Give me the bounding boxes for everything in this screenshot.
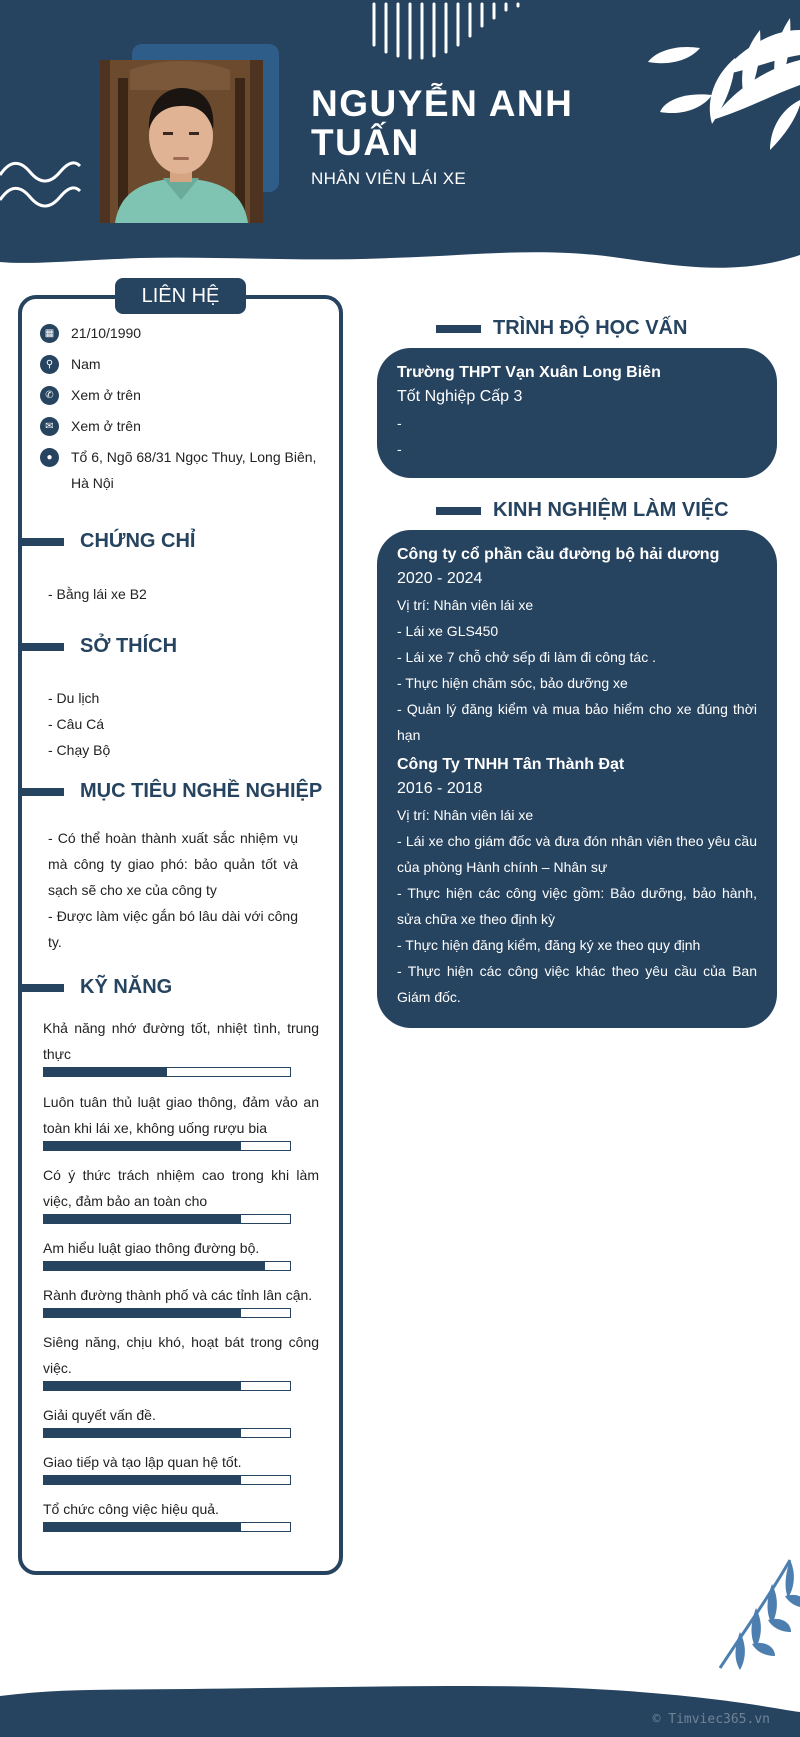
job-line: - Lái xe cho giám đốc và đưa đón nhân viên theo yêu cầu của phòng Hành chính – Nhân sự: [397, 833, 757, 875]
skill-item: [43, 1449, 319, 1485]
skill-level-bar: [43, 1141, 291, 1151]
skill-item: [43, 1329, 319, 1391]
skill-label: Giao tiếp và tạo lập quan hệ tốt.: [43, 1454, 242, 1470]
job-line: - Quản lý đăng kiểm và mua bảo hiểm cho xe đúng thời hạn: [397, 701, 757, 743]
skill-item: [43, 1162, 319, 1224]
contact-gender: [40, 355, 101, 377]
hobbies-heading-label: SỞ THÍCH: [80, 635, 178, 657]
objective-line: - Được làm việc gắn bó lâu dài với công ty.: [48, 908, 298, 950]
school-name: Trường THPT Vạn Xuân Long Biên: [397, 364, 661, 381]
skill-level-fill: [44, 1476, 241, 1484]
hobbies-heading: [18, 635, 177, 658]
skill-level-bar: [43, 1475, 291, 1485]
skill-item: [43, 1015, 319, 1077]
contact-email-text[interactable]: Xem ở trên: [71, 418, 141, 434]
objective-text: [48, 825, 298, 955]
avatar: [100, 60, 263, 223]
heading-bar: [18, 643, 64, 651]
job-line: - Thực hiện đăng kiểm, đăng ký xe theo quy định: [397, 937, 701, 953]
contact-phone-text[interactable]: Xem ở trên: [71, 387, 141, 403]
skill-label: Có ý thức trách nhiệm cao trong khi làm việc, đảm bảo an toàn cho: [43, 1167, 319, 1209]
leaf-decoration-bottom: [720, 1560, 800, 1670]
hobby-item: - Câu Cá: [48, 716, 105, 732]
job-line: - Lái xe 7 chỗ chở sếp đi làm đi công tác .: [397, 649, 656, 665]
experience-heading: [436, 499, 729, 522]
job-period: 2016 - 2018: [397, 780, 483, 797]
skill-label: Rành đường thành phố và các tỉnh lân cận.: [43, 1287, 313, 1303]
contact-email: [40, 417, 141, 439]
education-card: [377, 348, 777, 478]
skill-level-bar: [43, 1214, 291, 1224]
degree: Tốt Nghiệp Cấp 3: [397, 388, 523, 405]
objective-heading: [18, 780, 322, 803]
footer-brand[interactable]: © Timviec365.vn: [652, 1712, 770, 1727]
skill-level-fill: [44, 1215, 241, 1223]
contact-phone: [40, 386, 141, 408]
skill-level-fill: [44, 1142, 241, 1150]
hobby-item: - Du lịch: [48, 690, 100, 706]
hobby-item: - Chạy Bộ: [48, 742, 111, 758]
company-name: Công Ty TNHH Tân Thành Đạt: [397, 756, 625, 773]
job-entry: [397, 754, 757, 1010]
job-title: NHÂN VIÊN LÁI XE: [311, 169, 467, 188]
contact-gender-text: Nam: [71, 356, 101, 372]
gender-icon: ⚲: [40, 355, 59, 374]
job-line: - Thực hiện chăm sóc, bảo dưỡng xe: [397, 675, 628, 691]
skill-level-fill: [44, 1262, 265, 1270]
job-entry: [397, 544, 757, 748]
skills-heading-label: KỸ NĂNG: [80, 976, 173, 998]
heading-bar: [18, 538, 64, 546]
skill-item: [43, 1496, 319, 1532]
skill-label: Am hiểu luật giao thông đường bộ.: [43, 1240, 260, 1256]
skill-level-fill: [44, 1068, 167, 1076]
job-line: - Lái xe GLS450: [397, 623, 499, 639]
skill-label: Siêng năng, chịu khó, hoạt bát trong công việc.: [43, 1334, 319, 1376]
heading-bar: [436, 325, 481, 333]
skill-item: [43, 1235, 319, 1271]
skill-label: Luôn tuân thủ luật giao thông, đảm vảo an toàn khi lái xe, không uống rượu bia: [43, 1094, 319, 1136]
email-icon: ✉: [40, 417, 59, 436]
skill-level-fill: [44, 1382, 241, 1390]
company-name: Công ty cổ phần cầu đường bộ hải dương: [397, 546, 720, 563]
contact-address: [40, 448, 325, 496]
experience-card: [377, 530, 777, 1028]
skill-item: [43, 1282, 319, 1318]
certificate-item: - Bằng lái xe B2: [48, 586, 147, 602]
skill-level-bar: [43, 1261, 291, 1271]
heading-bar: [436, 507, 481, 515]
skill-level-fill: [44, 1429, 241, 1437]
education-line: -: [397, 441, 402, 457]
skill-label: Tổ chức công việc hiệu quả.: [43, 1501, 219, 1517]
objective-heading-label: MỤC TIÊU NGHỀ NGHIỆP: [80, 780, 323, 802]
education-line: -: [397, 415, 402, 431]
skill-level-bar: [43, 1428, 291, 1438]
skill-level-bar: [43, 1522, 291, 1532]
certificates-heading: [18, 530, 195, 553]
job-period: 2020 - 2024: [397, 570, 483, 587]
skill-label: Khả năng nhớ đường tốt, nhiệt tình, trung thực: [43, 1020, 319, 1062]
job-line: - Thực hiện các công việc khác theo yêu cầu của Ban Giám đốc.: [397, 963, 757, 1005]
job-line: - Thực hiện các công việc gồm: Bảo dưỡng, bảo hành, sửa chữa xe theo định kỳ: [397, 885, 757, 927]
contact-birthday: [40, 324, 141, 346]
contact-birthday-text: 21/10/1990: [71, 325, 142, 341]
education-heading-label: TRÌNH ĐỘ HỌC VẤN: [493, 317, 688, 339]
phone-icon: ✆: [40, 386, 59, 405]
skill-label: Giải quyết vấn đề.: [43, 1407, 156, 1423]
skill-level-fill: [44, 1309, 241, 1317]
location-pin-icon: ●: [40, 448, 59, 467]
heading-bar: [18, 788, 64, 796]
contact-address-text: Tổ 6, Ngõ 68/31 Ngọc Thuy, Long Biên, Hà Nội: [71, 449, 317, 491]
job-line: Vị trí: Nhân viên lái xe: [397, 597, 534, 613]
job-line: Vị trí: Nhân viên lái xe: [397, 807, 534, 823]
candidate-name: NGUYỄN ANH TUẤN: [311, 83, 574, 163]
experience-heading-label: KINH NGHIỆM LÀM VIỆC: [493, 499, 729, 521]
education-heading: [436, 317, 687, 340]
skill-level-fill: [44, 1523, 241, 1531]
skill-level-bar: [43, 1308, 291, 1318]
skill-level-bar: [43, 1067, 291, 1077]
certificates-heading-label: CHỨNG CHỈ: [80, 530, 196, 552]
contact-heading: LIÊN HỆ: [115, 278, 246, 314]
cake-icon: ▦: [40, 324, 59, 343]
skill-item: [43, 1402, 319, 1438]
skills-heading: [18, 976, 172, 999]
heading-bar: [18, 984, 64, 992]
objective-line: - Có thể hoàn thành xuất sắc nhiệm vụ mà công ty giao phó: bảo quản tốt và sạch sẽ cho xe của công ty: [48, 830, 298, 898]
skill-item: [43, 1089, 319, 1151]
skill-level-bar: [43, 1381, 291, 1391]
